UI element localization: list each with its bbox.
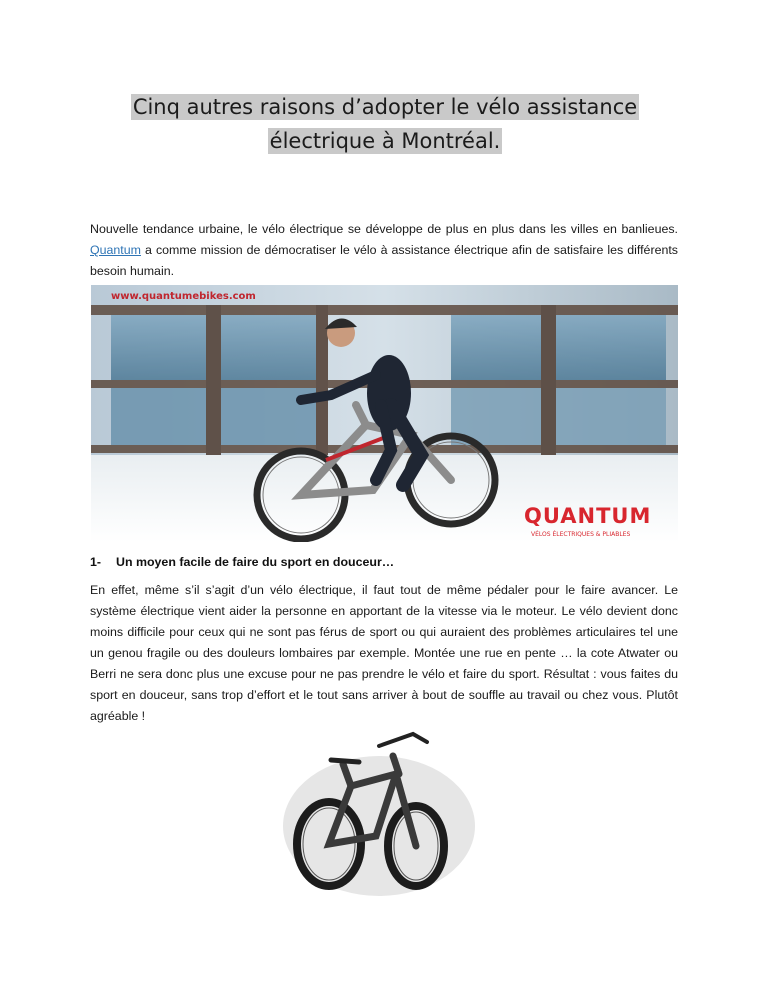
bike-photo	[281, 716, 477, 898]
title-line-2: électrique à Montréal.	[269, 129, 501, 153]
intro-text-before: Nouvelle tendance urbaine, le vélo électrique se développe de plus en plus dans les villes en banlieues.	[90, 222, 678, 236]
section-heading	[90, 552, 678, 572]
title-line-1: Cinq autres raisons d’adopter le vélo assistance	[132, 95, 638, 119]
intro-paragraph	[90, 219, 678, 282]
bike-illustration	[281, 716, 477, 898]
intro-text-after: a comme mission de démocratiser le vélo à assistance électrique afin de satisfaire les différents besoin humain.	[90, 243, 678, 278]
quantum-logo-tagline: VÉLOS ÉLECTRIQUES & PLIABLES	[531, 531, 631, 538]
cyclist-photo	[91, 285, 678, 542]
page-title	[90, 90, 680, 158]
section-heading-text: Un moyen facile de faire du sport en douceur…	[116, 555, 395, 569]
quantum-link[interactable]: Quantum	[90, 243, 141, 257]
quantum-logo-text: QUANTUM	[524, 504, 652, 528]
cyclist-photo-illustration	[91, 285, 678, 542]
section-body: En effet, même s’il s’agit d’un vélo électrique, il faut tout de même pédaler pour le faire avancer. Le système électrique vient aider la personne en apportant de la vitesse via le moteur. Le vélo devient donc moins difficile pour ceux qui ne sont pas férus de sport ou qui auraient des problèmes articulaires tel une un genou fragile ou des douleurs lombaires par exemple. Montée une rue en pente … la cote Atwater ou Berri ne sera donc plus une excuse pour ne pas prendre le vélo et faire du sport. Résultat : vous faites du sport en douceur, sans trop d’effort et le tout sans arriver à bout de souffle au travail ou chez vous. Plutôt agréable !	[90, 583, 678, 723]
section-number: 1-	[90, 555, 102, 569]
watermark-text: www.quantumebikes.com	[111, 291, 256, 302]
